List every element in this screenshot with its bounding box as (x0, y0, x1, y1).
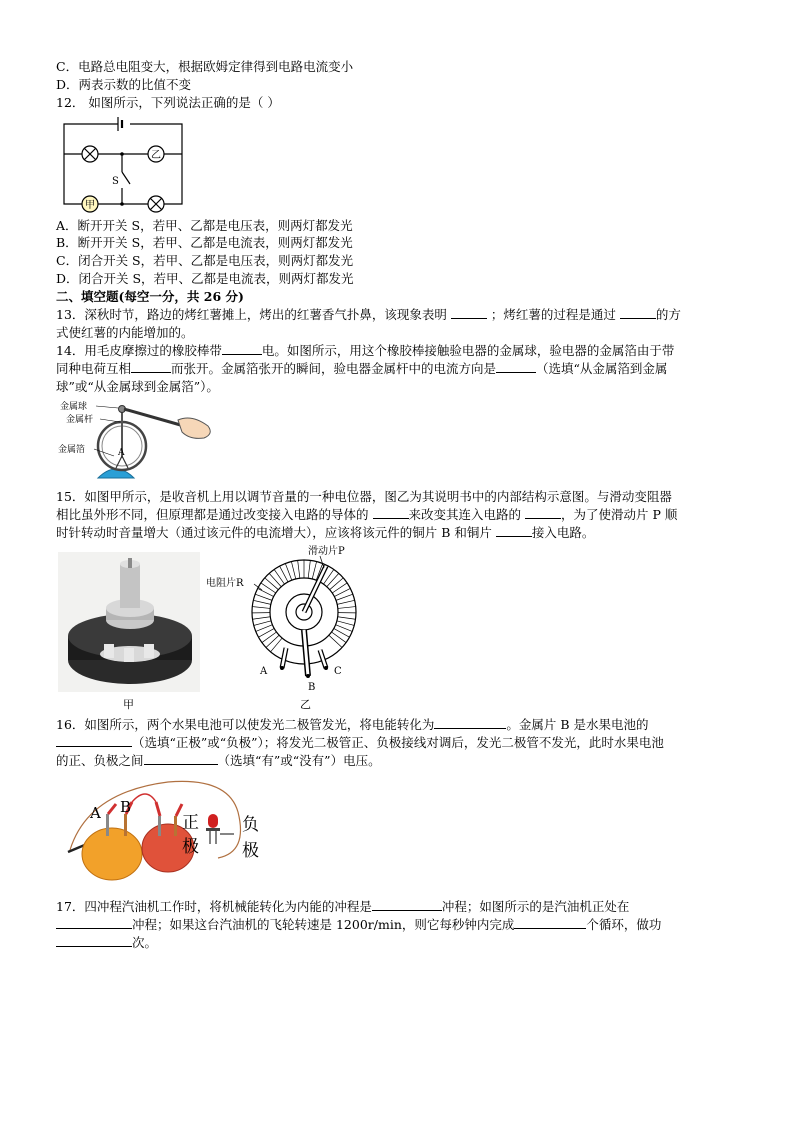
q12-option-b: B．断开开关 S，若甲、乙都是电流表，则两灯都发光 (56, 235, 353, 250)
resistor-tick (280, 566, 288, 582)
resistor-tick (337, 621, 354, 626)
section-heading: 二、填空题(每空一分，共 26 分) (56, 289, 244, 304)
q15-text-3: ，为了使滑动片 P 顺 (561, 507, 678, 522)
q17-line2 (56, 916, 661, 933)
q14-line3: 球”或“从金属球到金属箔”）。 (56, 379, 219, 394)
resistor-tick (332, 632, 347, 643)
q13-text-3: 的方 (655, 307, 681, 322)
resistor-tick (255, 594, 272, 600)
q12-option-c: C．闭合开关 S，若甲、乙都是电压表，则两灯都发光 (56, 253, 354, 268)
q14-blank-1[interactable] (222, 342, 262, 355)
q15-line1: 15．如图甲所示，是收音机上用以调节音量的一种电位器，图乙为其说明书中的内部结构示意图。与滑动变阻器 (56, 489, 672, 504)
label-a: A (118, 448, 125, 458)
resistor-tick (312, 562, 316, 579)
q12-stem: 12． 如图所示，下列说法正确的是（ ） (56, 95, 280, 110)
q16-blank-3[interactable] (144, 752, 218, 765)
label-terminal-a: A (260, 666, 268, 677)
q16-line1 (56, 716, 649, 733)
q14-text-3: 同种电荷互相 (56, 361, 132, 376)
lamp-icon (148, 196, 164, 212)
q13-text-2: ；烤红薯的过程是通过 (490, 307, 616, 322)
q17-text-4: 个循环，做功 (586, 917, 662, 932)
lamp-icon (82, 146, 98, 162)
label-terminal-b: B (308, 682, 316, 693)
q14-line2 (56, 360, 667, 377)
label-negative-2: 极 (242, 841, 259, 861)
resistor-tick (327, 573, 339, 586)
q15-blank-3[interactable] (496, 524, 532, 537)
fruit-battery-figure (58, 772, 278, 882)
q11-option-d: D．两表示数的比值不变 (56, 77, 192, 92)
q17-text-5: 次。 (132, 935, 158, 950)
q13-blank-2[interactable] (620, 306, 656, 319)
q15-text-1: 相比虽外形不同，但原理都是通过改变接入电路的导体的 (56, 507, 369, 522)
resistor-tick (298, 560, 300, 578)
q13-line2: 式使红薯的内能增加的。 (56, 325, 194, 340)
q14-text-2: 电。如图所示，用这个橡胶棒接触验电器的金属球，验电器的金属箔由于带 (261, 343, 675, 358)
label-positive-1: 正 (182, 813, 199, 833)
meter-b-label: 乙 (151, 150, 161, 161)
resistor-tick (252, 607, 270, 609)
electroscope-figure (58, 398, 218, 483)
q13-blank-1[interactable] (451, 306, 487, 319)
q13-line1 (56, 306, 681, 323)
resistor-tick (308, 560, 310, 578)
resistor-tick (291, 562, 295, 579)
meter-a-label: 甲 (85, 200, 95, 211)
q17-blank-2[interactable] (56, 916, 132, 929)
resistor-tick (254, 621, 271, 626)
q16-text-3: （选填“正极”或“负极”）；将发光二极管正、负极接线对调后，发光二极管不发光，此时水果电池 (132, 735, 664, 750)
resistor-tick (338, 617, 356, 620)
q16-line3 (56, 752, 381, 769)
q11-option-c: C．电路总电阻变大，根据欧姆定律得到电路电流变小 (56, 59, 354, 74)
q17-line1 (56, 898, 629, 915)
label-resistor: 电阻片R (206, 578, 244, 589)
switch-label: S (112, 176, 119, 187)
q15-line2 (56, 506, 677, 523)
q12-option-d: D．闭合开关 S，若甲、乙都是电流表，则两灯都发光 (56, 271, 354, 286)
q16-blank-1[interactable] (434, 716, 506, 729)
q17-line3 (56, 934, 157, 951)
q13-text-1: 13．深秋时节，路边的烤红薯摊上，烤出的红薯香气扑鼻，该现象表明 (56, 307, 447, 322)
q14-blank-3[interactable] (496, 360, 536, 373)
resistor-tick (269, 573, 281, 586)
q14-blank-2[interactable] (131, 360, 171, 373)
q17-text-2: 冲程；如图所示的是汽油机正处在 (441, 899, 630, 914)
label-metal-rod: 金属杆 (66, 415, 94, 425)
q15-text-4: 时针转动时音量增大（通过该元件的电流增大），应该将该元件的铜片 B 和铜片 (56, 525, 492, 540)
potentiometer-structure-diagram (200, 538, 370, 698)
resistor-tick (329, 635, 342, 647)
q14-line1 (56, 342, 674, 359)
q14-text-4: 而张开。金属箔张开的瞬间，验电器金属杆中的电流方向是 (171, 361, 497, 376)
label-metal-ball: 金属球 (60, 402, 88, 412)
potentiometer-photo (58, 552, 200, 692)
q12-option-a: A．断开开关 S，若甲、乙都是电压表，则两灯都发光 (56, 218, 353, 233)
q15-text-2: 来改变其连入电路的 (408, 507, 522, 522)
q15-text-5: 接入电路。 (531, 525, 595, 540)
q17-text-1: 17．四冲程汽油机工作时，将机械能转化为内能的冲程是 (56, 899, 372, 914)
resistor-tick (262, 632, 277, 643)
q16-text-2: 。金属片 B 是水果电池的 (506, 717, 649, 732)
resistor-tick (266, 635, 279, 647)
resistor-tick (253, 600, 271, 604)
caption-yi: 乙 (300, 698, 311, 711)
resistor-tick (253, 617, 271, 620)
label-negative-1: 负 (242, 815, 259, 835)
label-positive-2: 极 (182, 837, 199, 857)
resistor-tick (337, 600, 355, 604)
label-metal-foil: 金属箔 (58, 445, 86, 455)
resistor-tick (285, 563, 291, 580)
q14-text-1: 14．用毛皮摩擦过的橡胶棒带 (56, 343, 222, 358)
q17-blank-1[interactable] (372, 898, 442, 911)
q16-blank-2[interactable] (56, 734, 132, 747)
q16-text-1: 16．如图所示，两个水果电池可以使发光二极管发光，将电能转化为 (56, 717, 435, 732)
resistor-tick (265, 578, 279, 590)
resistor-tick (336, 594, 353, 600)
q17-blank-4[interactable] (56, 934, 132, 947)
label-b: B (120, 798, 132, 816)
q16-text-4: 的正、负极之间 (56, 753, 144, 768)
q14-text-5: （选填“从金属箔到金属 (536, 361, 668, 376)
q17-blank-3[interactable] (514, 916, 586, 929)
q17-text-3: 冲程；如果这台汽油机的飞轮转速是 1200r/min，则它每秒钟内完成 (132, 917, 515, 932)
q16-text-5: （选填“有”或“没有”）电压。 (217, 753, 381, 768)
q15-blank-2[interactable] (525, 506, 561, 519)
resistor-tick (274, 569, 284, 584)
label-terminal-c: C (334, 666, 342, 677)
label-slider: 滑动片P (308, 546, 345, 557)
resistor-tick (271, 638, 283, 652)
resistor-tick (338, 607, 356, 609)
q16-line2 (56, 734, 664, 751)
q15-blank-1[interactable] (373, 506, 409, 519)
resistor-tick (330, 578, 344, 590)
caption-jia: 甲 (123, 698, 134, 711)
label-a: A (90, 804, 101, 822)
q12-circuit-diagram (58, 114, 188, 214)
